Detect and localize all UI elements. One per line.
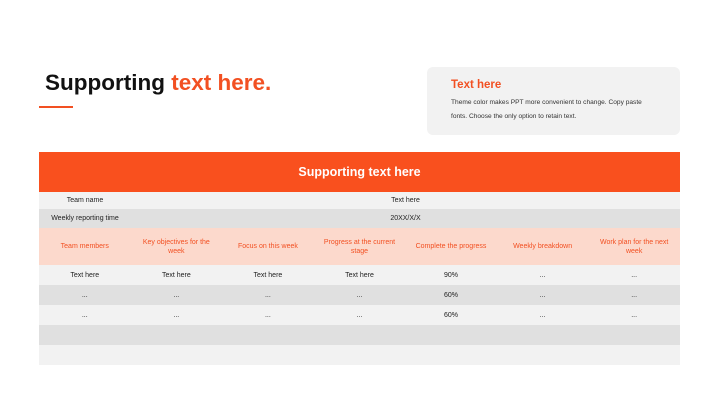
column-header: Progress at the current stage (323, 238, 396, 255)
table-cell: Text here (345, 271, 374, 279)
table-cell (497, 345, 589, 365)
table-cell: 60% (444, 291, 459, 299)
table-row (39, 325, 680, 345)
team-name-value: Text here (391, 197, 420, 204)
table-cell: ... (631, 291, 638, 299)
table-cell: ... (264, 291, 271, 299)
weekly-time-label: Weekly reporting time (51, 215, 119, 222)
table-cell: ... (631, 271, 638, 279)
title-accent: text here. (171, 70, 272, 95)
team-name-label: Team name (66, 197, 104, 204)
table-cell: ... (539, 291, 546, 299)
table-row (39, 345, 680, 365)
table-header: Supporting text here (39, 152, 680, 192)
column-header: Team members (60, 243, 109, 250)
title-main: Supporting (45, 70, 172, 95)
table-cell (588, 325, 680, 345)
table-cell (39, 345, 131, 365)
team-name-row (39, 192, 680, 209)
table-cell (222, 345, 314, 365)
table-cell (497, 325, 589, 345)
report-table (39, 152, 680, 365)
table-cell: ... (539, 271, 546, 279)
weekly-time-value: 20XX/X/X (390, 215, 421, 222)
column-header-row (39, 228, 680, 265)
column-header: Focus on this week (237, 243, 298, 250)
table-cell (131, 325, 223, 345)
table-cell: Text here (70, 271, 100, 279)
table-cell: 90% (444, 271, 459, 279)
table-cell: ... (81, 291, 88, 299)
info-box-text: Theme color makes PPT more convenient to change. Copy paste fonts. Choose the only option to retain text. (451, 99, 642, 120)
table-row (39, 265, 680, 285)
table-cell: ... (356, 311, 363, 319)
table-cell: Text here (161, 271, 191, 279)
weekly-time-row (39, 209, 680, 228)
info-box-title: Text here (451, 79, 502, 91)
table-cell: ... (539, 311, 546, 319)
table-cell (405, 325, 497, 345)
table-cell: ... (264, 311, 271, 319)
table-cell: 60% (444, 311, 459, 319)
column-header: Key objectives for the week (142, 238, 210, 255)
column-header: Work plan for the next week (599, 238, 669, 255)
table-cell (314, 325, 406, 345)
table-cell: ... (356, 291, 363, 299)
table-cell: ... (173, 291, 180, 299)
table-cell: Text here (253, 271, 283, 279)
title-underline (39, 106, 73, 108)
table-cell (131, 345, 223, 365)
table-row (39, 285, 680, 305)
page-title (45, 70, 271, 96)
table-cell (405, 345, 497, 365)
table-cell (314, 345, 406, 365)
column-header: Weekly breakdown (513, 243, 573, 250)
column-header: Complete the progress (415, 243, 487, 250)
table-row (39, 305, 680, 325)
table-cell (39, 325, 131, 345)
table-cell: ... (631, 311, 638, 319)
table-cell: ... (173, 311, 180, 319)
table-cell (588, 345, 680, 365)
table-cell: ... (81, 311, 88, 319)
info-box (427, 67, 680, 135)
table-cell (222, 325, 314, 345)
